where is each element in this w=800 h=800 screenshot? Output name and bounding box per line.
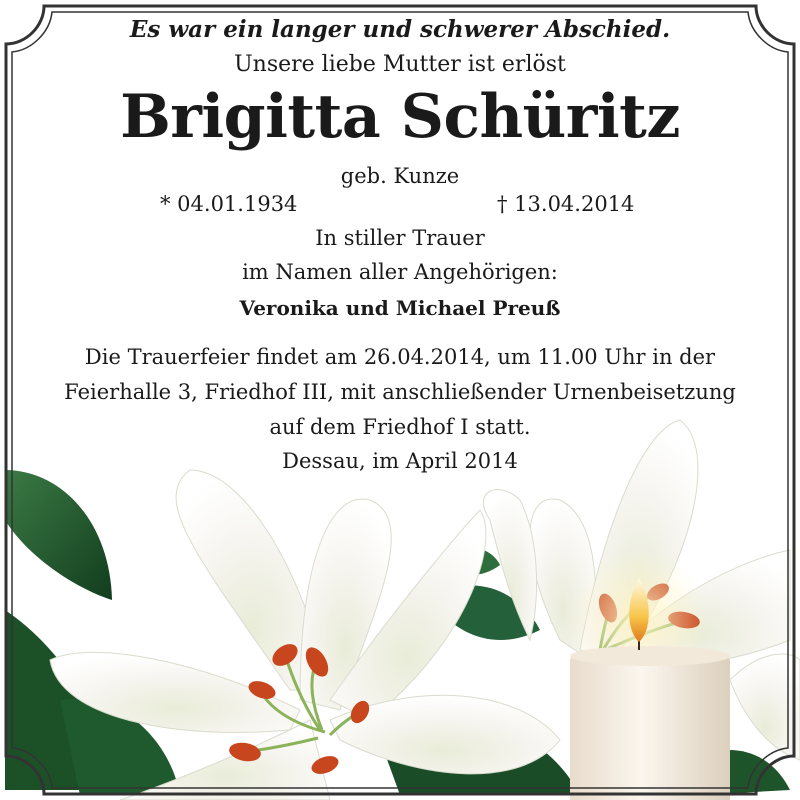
ceremony-notice xyxy=(0,340,800,445)
subtitle-line: Unsere liebe Mutter ist erlöst xyxy=(234,52,566,77)
ceremony-line-3: auf dem Friedhof I statt. xyxy=(269,415,531,439)
ceremony-line-2: Feierhalle 3, Friedhof III, mit anschließender Urnenbeisetzung xyxy=(64,380,736,404)
deceased-name: Brigitta Schüritz xyxy=(120,82,680,152)
mourning-line-1: In stiller Trauer xyxy=(315,226,485,250)
family-names: Veronika und Michael Preuß xyxy=(239,296,561,320)
death-date: † 13.04.2014 xyxy=(497,192,635,216)
birth-name: geb. Kunze xyxy=(340,164,460,188)
birth-date: * 04.01.1934 xyxy=(160,192,298,216)
intro-line: Es war ein langer und schwerer Abschied. xyxy=(129,16,671,43)
ceremony-line-1: Die Trauerfeier findet am 26.04.2014, um 11.00 Uhr in der xyxy=(84,345,716,369)
place-and-date: Dessau, im April 2014 xyxy=(282,449,518,473)
mourning-line-2: im Namen aller Angehörigen: xyxy=(242,260,558,284)
